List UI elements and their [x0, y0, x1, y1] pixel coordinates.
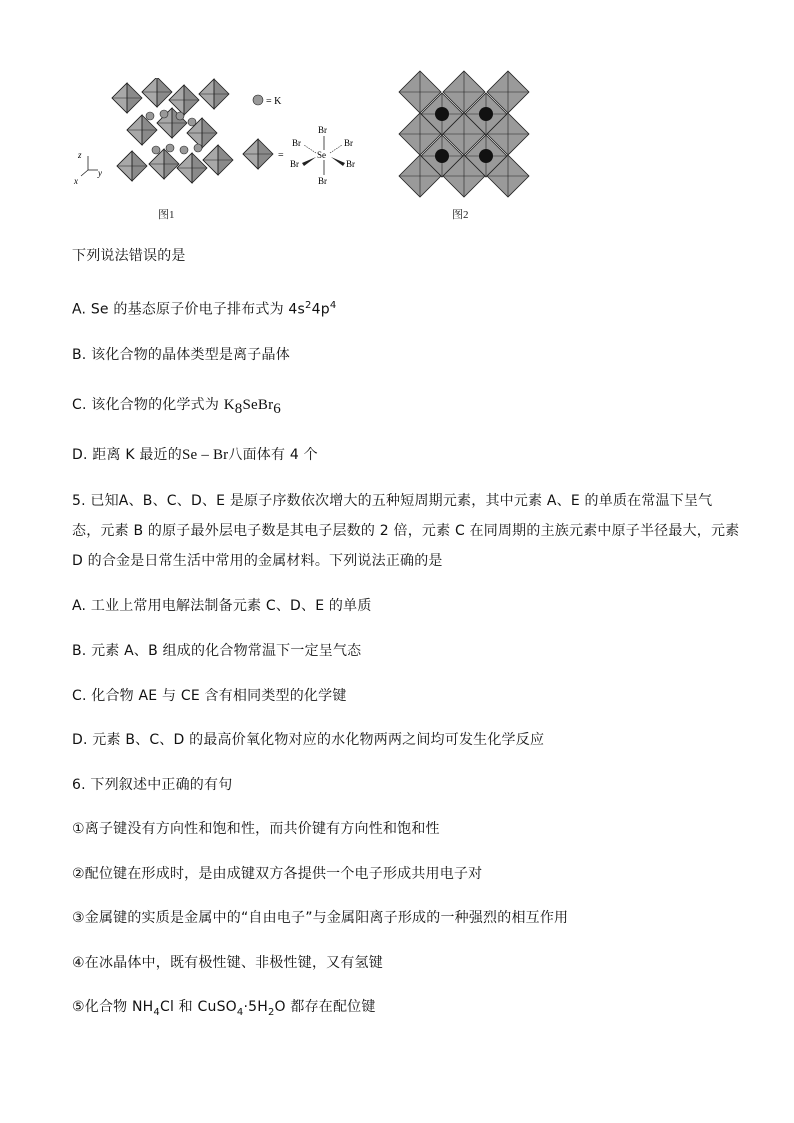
q6-stem: 6. 下列叙述中正确的有句	[72, 777, 233, 793]
svg-text:Br: Br	[346, 159, 355, 169]
q5-option-d: D. 元素 B、C、D 的最高价氧化物对应的水化物两两之间均可发生化学反应	[72, 732, 545, 748]
q5-option-b: B. 元素 A、B 组成的化合物常温下一定呈气态	[72, 643, 362, 659]
q4-option-b: B. 该化合物的晶体类型是离子晶体	[72, 347, 290, 363]
unit-cell-octahedra	[112, 78, 233, 183]
q6-statement-5: ⑤化合物 $NH_4Cl$ 和 $CuSO_4\cdot 5H_2O$ 都存在配位键	[72, 999, 376, 1018]
octahedron-legend-eq: =	[278, 150, 284, 161]
q5-stem-line3: D 的合金是日常生活中常用的金属材料。下列说法正确的是	[72, 553, 443, 569]
axis-x-label: x	[74, 176, 78, 186]
svg-text:Br: Br	[318, 176, 327, 186]
svg-text:Br: Br	[344, 138, 353, 148]
q5-stem-line1: 5. 已知A、B、C、D、E 是原子序数依次增大的五种短周期元素，其中元素 A、E 的单质在常温下呈气	[72, 493, 713, 509]
k-legend-label: = K	[266, 96, 282, 107]
svg-text:Br: Br	[318, 125, 327, 135]
svg-text:Br: Br	[290, 159, 299, 169]
figure-1-caption: 图1	[158, 209, 175, 221]
octahedron-legend-icon	[243, 139, 273, 169]
k-atom-legend-icon	[253, 95, 263, 105]
q4-option-d: D. 距离 K 最近的Se – Br八面体有 4 个	[72, 447, 318, 463]
axes-icon	[81, 156, 98, 176]
sebr6-structure	[290, 125, 355, 186]
figure-2-octahedra-layer	[398, 70, 530, 198]
svg-text:Se: Se	[317, 150, 326, 160]
q5-option-a: A. 工业上常用电解法制备元素 C、D、E 的单质	[72, 598, 372, 614]
q4-stem: 下列说法错误的是	[72, 248, 186, 264]
q5-stem-line2: 态，元素 B 的原子最外层电子数是其电子层数的 2 倍，元素 C 在同周期的主族元素中原子半径最大，元素	[72, 523, 740, 539]
q6-statement-2: ②配位键在形成时，是由成键双方各提供一个电子形成共用电子对	[72, 866, 483, 882]
q6-statement-1: ①离子键没有方向性和饱和性，而共价键有方向性和饱和性	[72, 821, 440, 837]
figure-1-crystal-structure	[72, 78, 372, 196]
q6-statement-4: ④在冰晶体中，既有极性键、非极性键，又有氢键	[72, 955, 383, 971]
axis-y-label: y	[98, 168, 102, 178]
q6-statement-3: ③金属键的实质是金属中的“自由电子”与金属阳离子形成的一种强烈的相互作用	[72, 910, 569, 926]
q4-option-c: C. 该化合物的化学式为 $K_8SeBr_6$	[72, 397, 281, 417]
svg-text:Br: Br	[292, 138, 301, 148]
q4-option-a: A. Se 的基态原子价电子排布式为 $4s^24p^4$	[72, 300, 337, 318]
axis-z-label: z	[78, 150, 82, 160]
figure-2-caption: 图2	[452, 209, 469, 221]
q5-option-c: C. 化合物 AE 与 CE 含有相同类型的化学键	[72, 688, 347, 704]
